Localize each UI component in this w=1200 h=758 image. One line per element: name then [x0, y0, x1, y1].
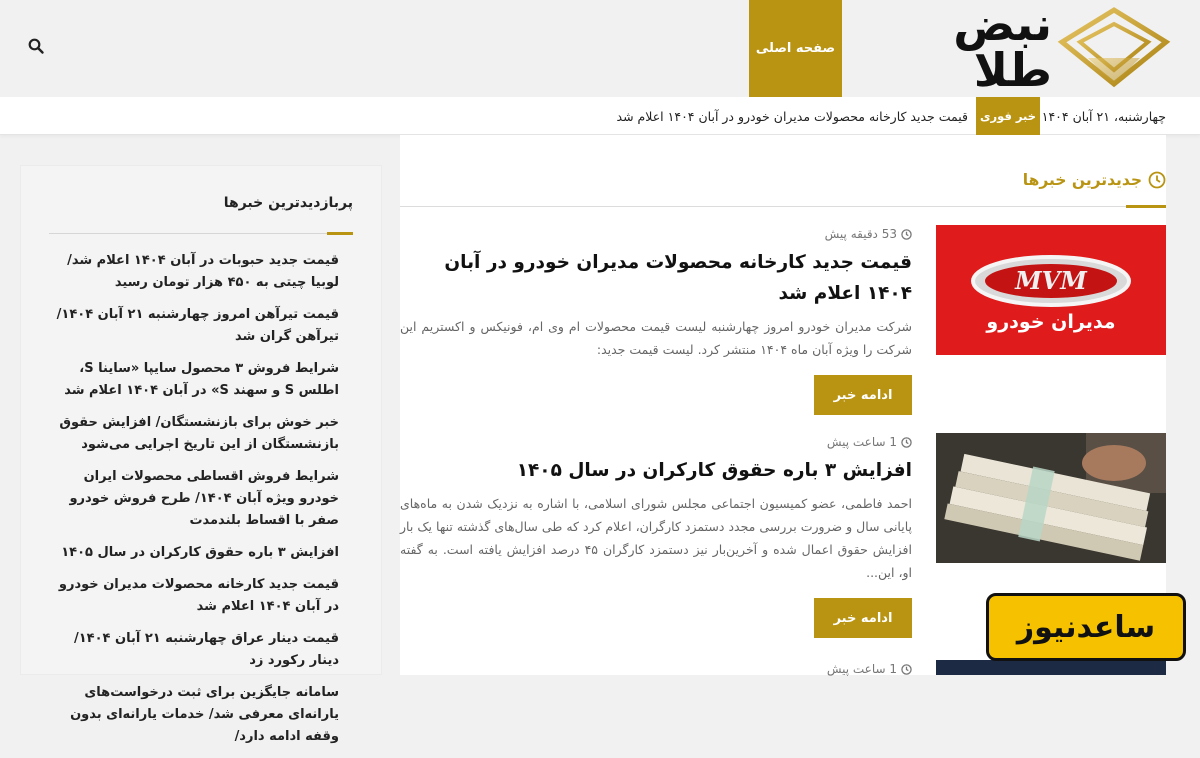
watermark-logo: ساعدنیوز	[986, 593, 1186, 661]
most-viewed-link[interactable]: سامانه جایگزین برای ثبت درخواست‌های یارانه‌ای معرفی شد/ خدمات یارانه‌ای بدون وقفه ادامه دارد/	[70, 685, 339, 744]
list-item	[43, 250, 339, 294]
post-thumbnail[interactable]	[936, 433, 1166, 563]
current-date: چهارشنبه، ۲۱ آبان ۱۴۰۴	[1041, 108, 1166, 124]
post-title-link[interactable]: افزایش ۳ باره حقوق کارکران در سال ۱۴۰۵	[516, 460, 912, 481]
sidebar-title: پربازدیدترین خبرها	[223, 195, 353, 211]
most-viewed-link[interactable]: شرایط فروش اقساطی محصولات ایران خودرو ویژه آبان ۱۴۰۴/ طرح فروش خودرو صفر با اقساط بلندمدت	[69, 469, 339, 528]
money-stack-image	[936, 433, 1166, 563]
clock-icon	[1148, 171, 1166, 189]
most-viewed-sidebar	[20, 165, 382, 744]
most-viewed-link[interactable]: قیمت تیرآهن امروز چهارشنبه ۲۱ آبان ۱۴۰۴/ تیرآهن گران شد	[56, 307, 339, 344]
post-thumbnail[interactable]	[936, 225, 1166, 355]
search-button[interactable]	[22, 32, 50, 60]
search-icon	[28, 38, 44, 54]
most-viewed-link[interactable]: افزایش ۳ باره حقوق کارکران در سال ۱۴۰۵	[61, 545, 339, 560]
list-item	[43, 304, 339, 348]
read-more-button[interactable]: ادامه خبر	[814, 598, 912, 638]
list-item	[43, 358, 339, 402]
most-viewed-link[interactable]: قیمت دینار عراق چهارشنبه ۲۱ آبان ۱۴۰۴/ دینار رکورد زد	[73, 631, 339, 668]
site-header	[0, 0, 1200, 97]
section-title-text: جدیدترین خبرها	[1022, 171, 1142, 189]
most-viewed-link[interactable]: قیمت جدید کارخانه محصولات مدیران خودرو در آبان ۱۴۰۴ اعلام شد	[58, 577, 339, 614]
mvm-brand-text: مدیران خودرو	[986, 311, 1116, 333]
post-body	[400, 660, 912, 678]
post-time: 53 دقیقه پیش	[824, 227, 897, 241]
logo-diamond-icon	[1058, 6, 1170, 88]
clock-icon	[901, 664, 912, 675]
logo-text: نبض طلا	[953, 0, 1052, 97]
section-underline	[1126, 205, 1166, 208]
most-viewed-list	[43, 250, 339, 758]
list-item	[43, 412, 339, 456]
post-thumbnail[interactable]	[936, 660, 1166, 675]
post-excerpt: شرکت مدیران خودرو امروز چهارشنبه لیست قیمت محصولات ام وی ام، فونیکس و اکستریم این شرکت را ویژه آبان ماه ۱۴۰۴ منتشر کرد. لیست قیمت جدید:	[400, 319, 912, 357]
post-item	[400, 660, 1166, 675]
post-meta	[400, 660, 912, 678]
list-item	[43, 466, 339, 532]
post-meta	[400, 225, 912, 243]
post-time: 1 ساعت پیش	[826, 435, 897, 449]
breaking-news-bar	[0, 97, 1200, 135]
list-item	[43, 682, 339, 748]
breaking-news-label: خبر فوری	[976, 97, 1040, 135]
post-body	[400, 225, 912, 415]
most-viewed-link[interactable]: خبر خوش برای بازنشستگان/ افزایش حقوق بازنشستگان از این تاریخ اجرایی می‌شود	[59, 415, 339, 452]
sidebar-header	[49, 192, 353, 234]
post-time: 1 ساعت پیش	[826, 662, 897, 676]
list-item	[43, 542, 339, 564]
section-header	[400, 163, 1166, 207]
section-title	[1023, 163, 1166, 197]
list-item	[43, 574, 339, 618]
post-body	[400, 433, 912, 638]
most-viewed-link[interactable]: قیمت جدید حبوبات در آبان ۱۴۰۴ اعلام شد/ لوبیا چیتی به ۴۵۰ هزار تومان رسید	[67, 253, 339, 290]
clock-icon	[901, 437, 912, 448]
most-viewed-link[interactable]: شرایط فروش ۳ محصول سایپا «ساینا S، اطلس S و سهند S» در آبان ۱۴۰۴ اعلام شد	[64, 361, 339, 398]
post-item	[400, 225, 1166, 435]
site-logo[interactable]	[860, 0, 1170, 97]
post-excerpt: احمد فاطمی، عضو کمیسیون اجتماعی مجلس شورای اسلامی، با اشاره به نزدیک شدن به ماه‌های پایانی سال و ضرورت بررسی مجدد دستمزد کارگران، اعلام کرد که طی سال‌های گذشته تنها یک بار افزایش حقوق اعمال شده و آخرین‌بار نیز دستمزد کارگران ۴۵ درصد افزایش یافته است. به گفته او، این...	[400, 496, 912, 580]
read-more-button[interactable]: ادامه خبر	[814, 375, 912, 415]
mvm-logo-image	[936, 225, 1166, 355]
list-item	[43, 628, 339, 672]
post-meta	[400, 433, 912, 451]
clock-icon	[901, 229, 912, 240]
sidebar-underline	[327, 232, 353, 235]
post-title-link[interactable]: قیمت جدید کارخانه محصولات مدیران خودرو در آبان ۱۴۰۴ اعلام شد	[444, 252, 912, 304]
breaking-news-link[interactable]: قیمت جدید کارخانه محصولات مدیران خودرو در آبان ۱۴۰۴ اعلام شد	[616, 108, 968, 124]
mvm-logo-text: MVM	[1015, 266, 1087, 295]
nav-home-link[interactable]: صفحه اصلی	[749, 0, 842, 97]
